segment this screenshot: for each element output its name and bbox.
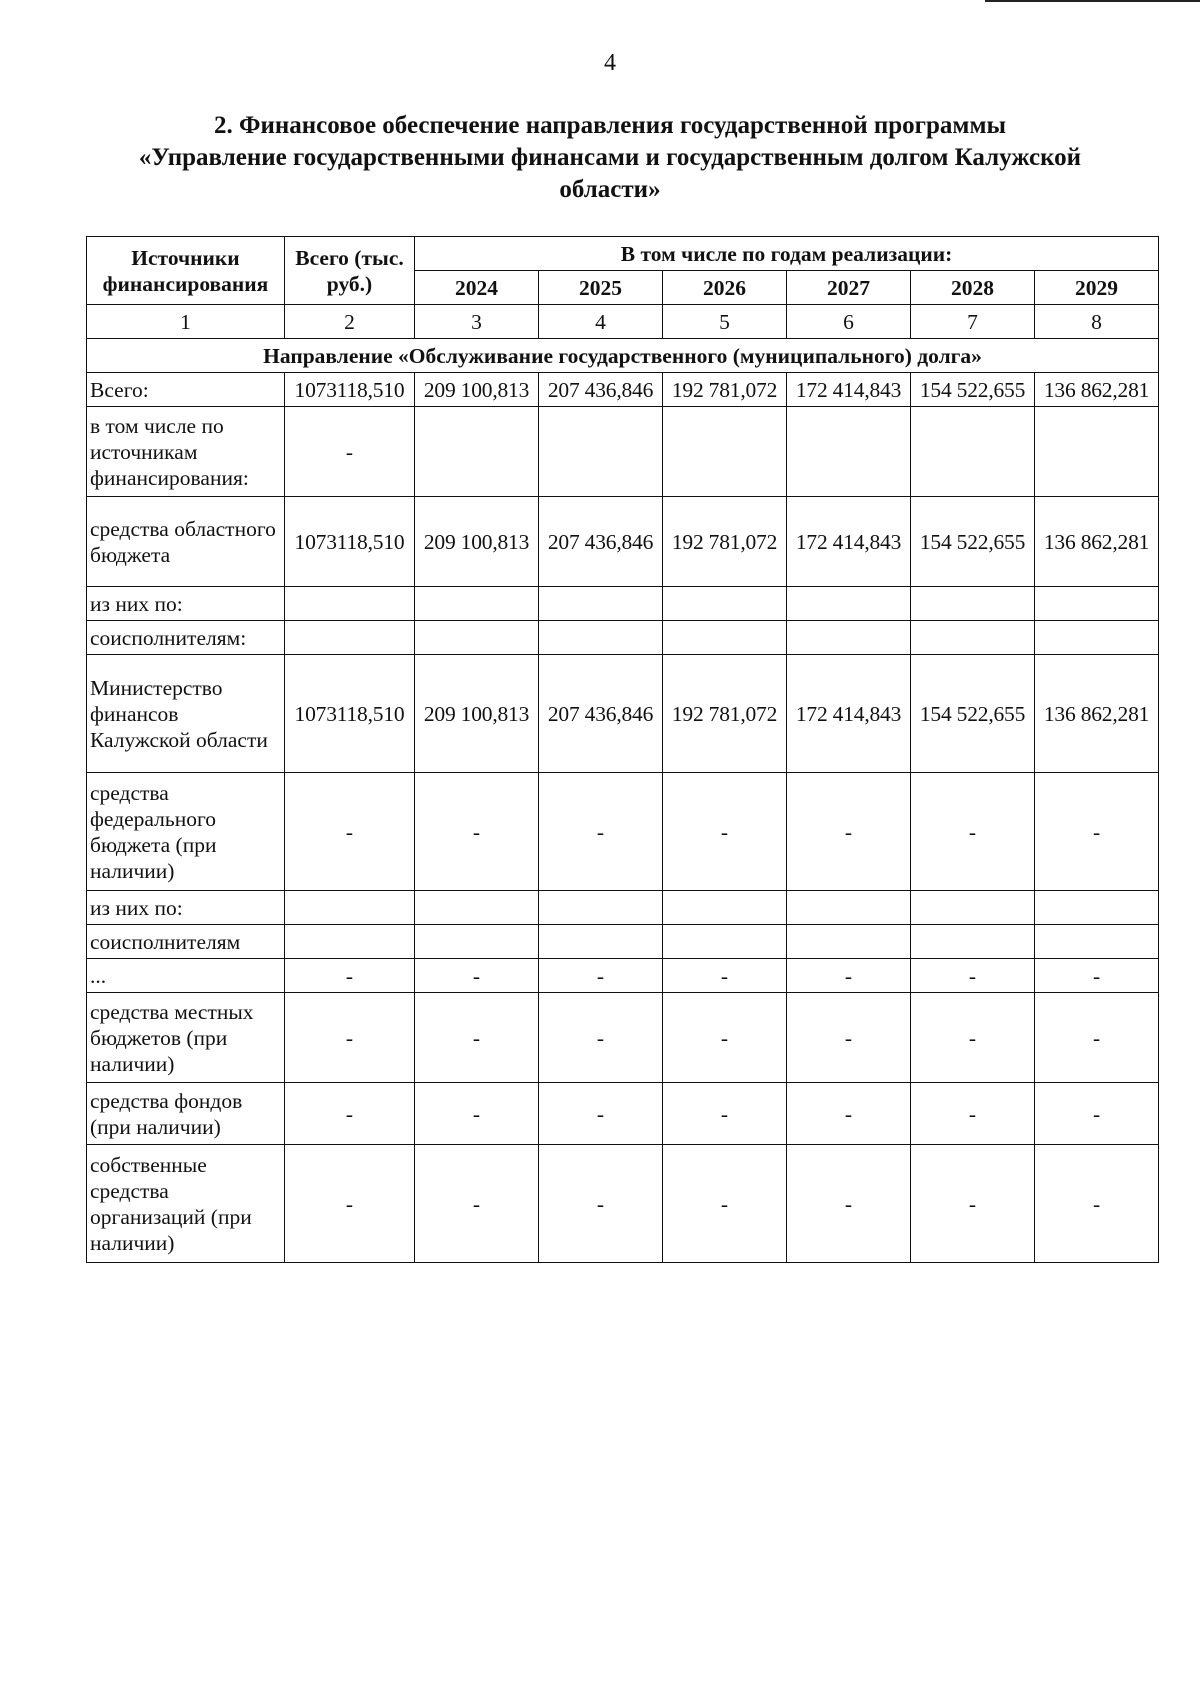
year-cell: - <box>663 959 787 993</box>
total-cell <box>285 925 415 959</box>
year-cell: 154 522,655 <box>911 497 1035 587</box>
year-cell: 172 414,843 <box>787 655 911 773</box>
total-cell: - <box>285 959 415 993</box>
year-cell <box>911 891 1035 925</box>
row-label: ... <box>87 959 285 993</box>
year-cell: - <box>787 993 911 1083</box>
index-cell: 7 <box>911 305 1035 339</box>
page-number: 4 <box>604 50 616 76</box>
table-row <box>87 373 1159 407</box>
year-cell <box>1035 925 1159 959</box>
year-cell <box>911 587 1035 621</box>
total-cell <box>285 891 415 925</box>
year-cell <box>911 621 1035 655</box>
table-row <box>87 925 1159 959</box>
year-cell: - <box>539 959 663 993</box>
year-cell <box>787 621 911 655</box>
row-label: средства федерального бюджета (при наличии) <box>87 773 285 891</box>
row-label: соисполнителям: <box>87 621 285 655</box>
table-row <box>87 1145 1159 1263</box>
total-cell <box>285 587 415 621</box>
year-cell <box>539 621 663 655</box>
row-label: Всего: <box>87 373 285 407</box>
total-cell: - <box>285 773 415 891</box>
row-label: из них по: <box>87 891 285 925</box>
year-cell: - <box>415 993 539 1083</box>
table-row <box>87 621 1159 655</box>
index-cell: 4 <box>539 305 663 339</box>
financing-table <box>86 236 1159 1263</box>
year-cell: - <box>415 1083 539 1145</box>
year-cell <box>539 925 663 959</box>
table-row <box>87 993 1159 1083</box>
row-label: средства областного бюджета <box>87 497 285 587</box>
row-label: соисполнителям <box>87 925 285 959</box>
year-cell: - <box>663 1083 787 1145</box>
year-cell <box>787 925 911 959</box>
year-cell <box>415 621 539 655</box>
year-cell: - <box>539 773 663 891</box>
year-cell <box>415 891 539 925</box>
year-cell: - <box>911 1083 1035 1145</box>
year-cell <box>415 407 539 497</box>
year-cell: 136 862,281 <box>1035 497 1159 587</box>
year-cell: - <box>663 773 787 891</box>
header-year: 2024 <box>415 271 539 305</box>
year-cell: - <box>911 959 1035 993</box>
header-year: 2027 <box>787 271 911 305</box>
year-cell: - <box>663 993 787 1083</box>
year-cell: - <box>663 1145 787 1263</box>
year-cell: - <box>415 773 539 891</box>
row-label: из них по: <box>87 587 285 621</box>
index-cell: 5 <box>663 305 787 339</box>
total-cell <box>285 621 415 655</box>
year-cell: - <box>787 1083 911 1145</box>
year-cell: - <box>911 993 1035 1083</box>
year-cell <box>1035 621 1159 655</box>
year-cell: 154 522,655 <box>911 655 1035 773</box>
year-cell: 172 414,843 <box>787 497 911 587</box>
row-label: в том числе по источникам финансирования: <box>87 407 285 497</box>
title-line-1: 2. Финансовое обеспечение направления государственной программы <box>213 112 1007 139</box>
document-title <box>70 110 1150 206</box>
index-cell: 6 <box>787 305 911 339</box>
year-cell: 154 522,655 <box>911 373 1035 407</box>
year-cell <box>539 407 663 497</box>
year-cell <box>663 587 787 621</box>
header-sources: Источники финансирования <box>87 237 285 305</box>
header-year: 2029 <box>1035 271 1159 305</box>
index-cell: 1 <box>87 305 285 339</box>
year-cell <box>1035 407 1159 497</box>
year-cell <box>1035 587 1159 621</box>
year-cell <box>415 925 539 959</box>
year-cell: 209 100,813 <box>415 497 539 587</box>
table-row <box>87 891 1159 925</box>
section-title: Направление «Обслуживание государственного (муниципального) долга» <box>87 339 1159 373</box>
total-cell: - <box>285 1083 415 1145</box>
total-cell: - <box>285 1145 415 1263</box>
year-cell: - <box>415 959 539 993</box>
year-cell <box>415 587 539 621</box>
header-year: 2028 <box>911 271 1035 305</box>
year-cell <box>911 925 1035 959</box>
year-cell: - <box>539 993 663 1083</box>
row-label: средства местных бюджетов (при наличии) <box>87 993 285 1083</box>
year-cell: 192 781,072 <box>663 497 787 587</box>
row-label: Министерство финансов Калужской области <box>87 655 285 773</box>
year-cell: - <box>787 959 911 993</box>
year-cell: 207 436,846 <box>539 655 663 773</box>
year-cell: 192 781,072 <box>663 373 787 407</box>
title-line-3: области» <box>559 176 661 203</box>
year-cell <box>663 621 787 655</box>
total-cell: 1073118,510 <box>285 373 415 407</box>
table-row <box>87 773 1159 891</box>
title-line-2: «Управление государственными финансами и государственным долгом Калужской <box>138 144 1082 171</box>
total-cell: 1073118,510 <box>285 655 415 773</box>
table-row <box>87 959 1159 993</box>
row-label: собственные средства организаций (при наличии) <box>87 1145 285 1263</box>
year-cell: - <box>539 1083 663 1145</box>
year-cell: 207 436,846 <box>539 497 663 587</box>
section-row <box>87 339 1159 373</box>
year-cell <box>787 407 911 497</box>
table-row <box>87 1083 1159 1145</box>
year-cell: - <box>787 1145 911 1263</box>
index-cell: 2 <box>285 305 415 339</box>
year-cell <box>787 891 911 925</box>
year-cell: 136 862,281 <box>1035 655 1159 773</box>
total-cell: 1073118,510 <box>285 497 415 587</box>
year-cell: - <box>1035 959 1159 993</box>
year-cell: - <box>911 773 1035 891</box>
year-cell <box>663 891 787 925</box>
year-cell: 136 862,281 <box>1035 373 1159 407</box>
total-cell: - <box>285 407 415 497</box>
year-cell <box>787 587 911 621</box>
table-row <box>87 587 1159 621</box>
year-cell <box>663 407 787 497</box>
scan-edge-mark <box>985 0 1200 2</box>
year-cell: - <box>415 1145 539 1263</box>
year-cell <box>663 925 787 959</box>
index-row <box>87 305 1159 339</box>
year-cell: - <box>1035 1145 1159 1263</box>
year-cell <box>539 891 663 925</box>
year-cell: 207 436,846 <box>539 373 663 407</box>
index-cell: 3 <box>415 305 539 339</box>
year-cell: - <box>1035 773 1159 891</box>
header-year: 2025 <box>539 271 663 305</box>
year-cell: - <box>911 1145 1035 1263</box>
year-cell: - <box>1035 993 1159 1083</box>
year-cell: 172 414,843 <box>787 373 911 407</box>
year-cell: 209 100,813 <box>415 373 539 407</box>
year-cell <box>1035 891 1159 925</box>
total-cell: - <box>285 993 415 1083</box>
index-cell: 8 <box>1035 305 1159 339</box>
year-cell <box>539 587 663 621</box>
row-label: средства фондов (при наличии) <box>87 1083 285 1145</box>
table-row <box>87 655 1159 773</box>
year-cell: 192 781,072 <box>663 655 787 773</box>
header-year: 2026 <box>663 271 787 305</box>
year-cell <box>911 407 1035 497</box>
year-cell: 209 100,813 <box>415 655 539 773</box>
year-cell: - <box>787 773 911 891</box>
year-cell: - <box>539 1145 663 1263</box>
header-total: Всего (тыс. руб.) <box>285 237 415 305</box>
year-cell: - <box>1035 1083 1159 1145</box>
header-by-years: В том числе по годам реализации: <box>415 237 1159 271</box>
table-row <box>87 497 1159 587</box>
table-row <box>87 407 1159 497</box>
